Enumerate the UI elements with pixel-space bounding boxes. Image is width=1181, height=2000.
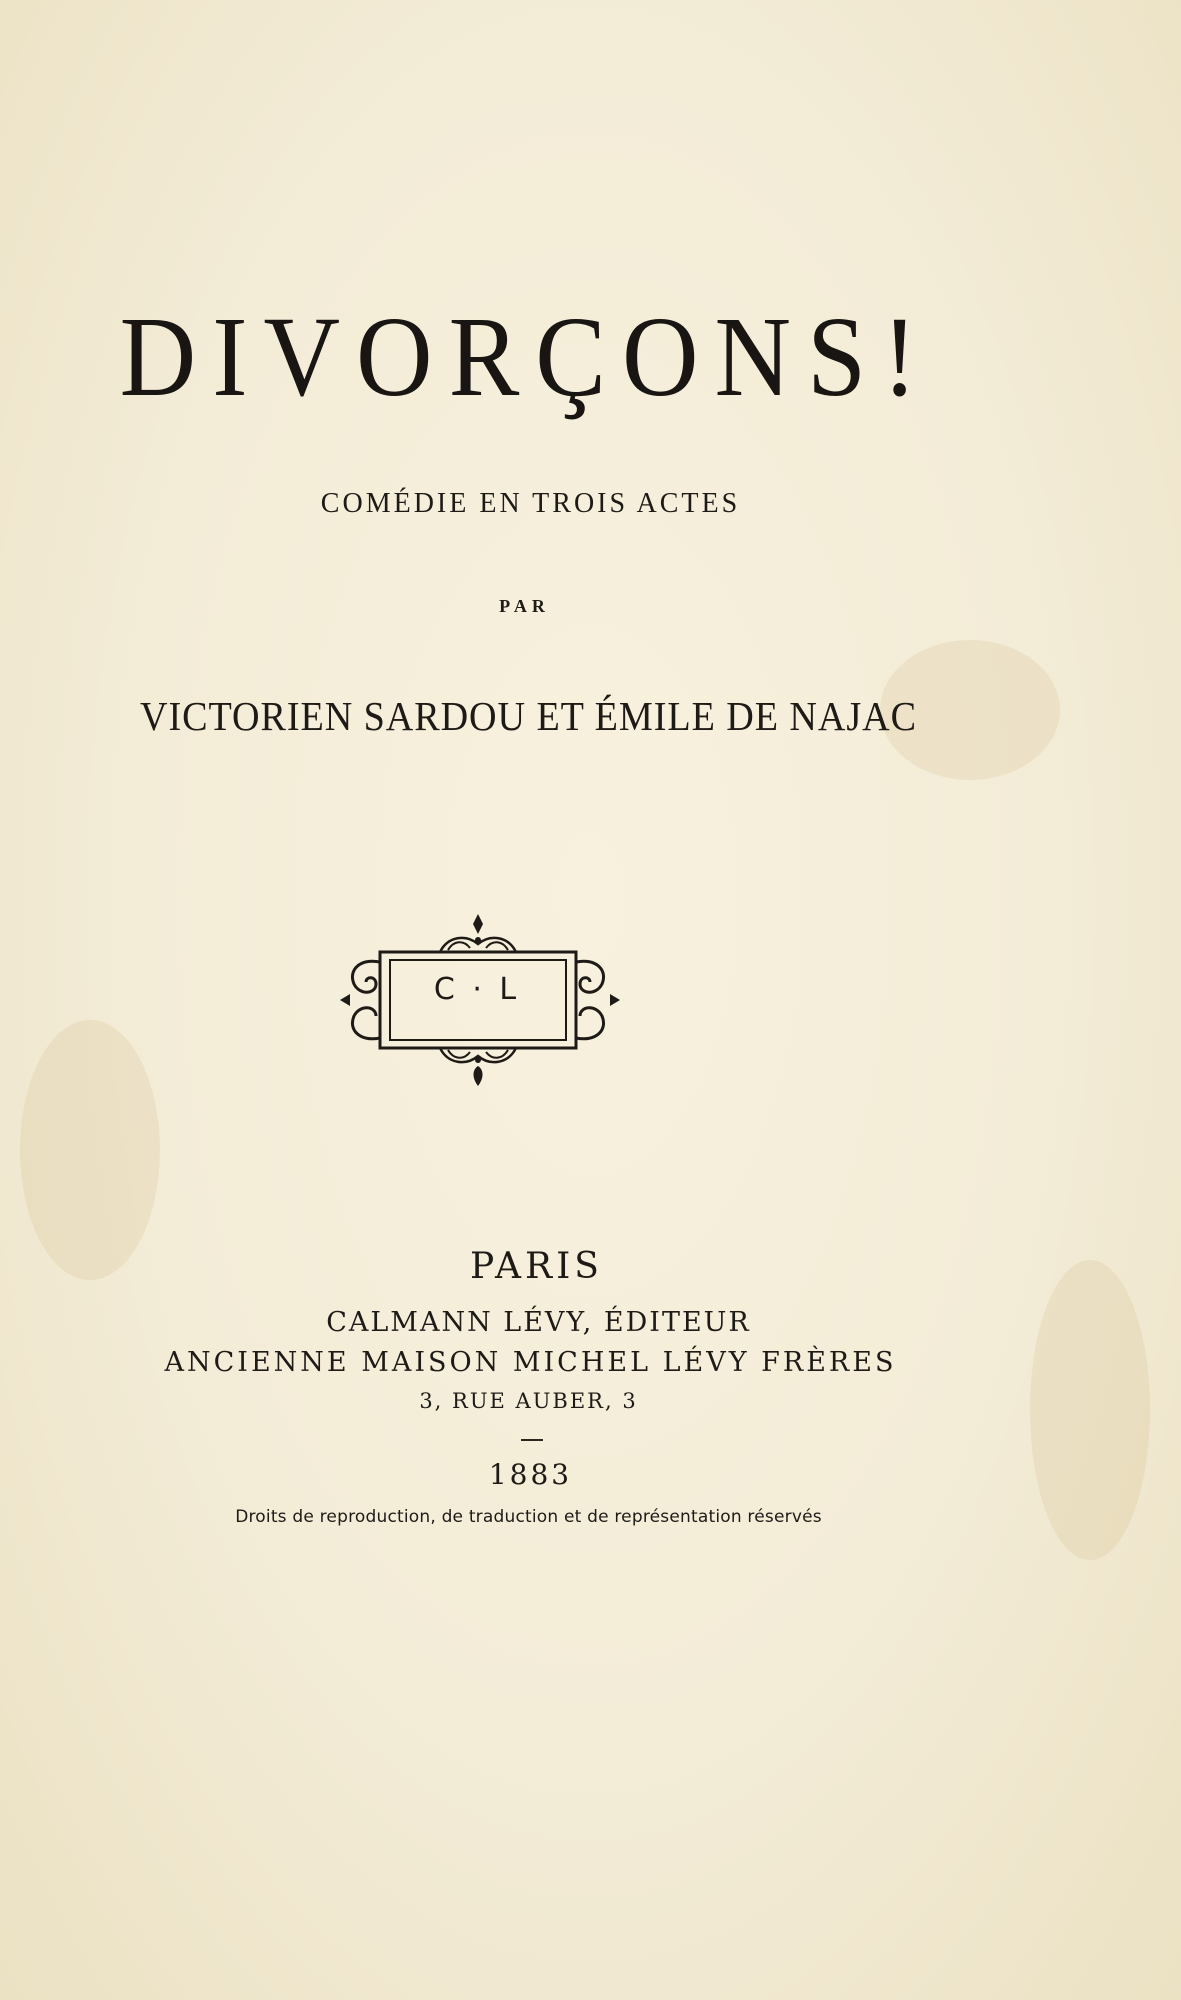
rights-notice: Droits de reproduction, de traduction et de représentation réservés bbox=[235, 1507, 822, 1527]
by-line: PAR bbox=[499, 596, 550, 616]
publisher-name: CALMANN LÉVY, ÉDITEUR bbox=[326, 1307, 751, 1338]
publication-year: 1883 bbox=[488, 1458, 573, 1491]
publication-city: PARIS bbox=[470, 1246, 603, 1287]
book-title: DIVORÇONS! bbox=[119, 293, 934, 420]
publisher-address: 3, RUE AUBER, 3 bbox=[419, 1389, 638, 1413]
publishing-house: ANCIENNE MAISON MICHEL LÉVY FRÈRES bbox=[164, 1347, 897, 1378]
publisher-emblem bbox=[330, 900, 630, 1104]
paper-stain bbox=[20, 1020, 160, 1280]
divider-rule bbox=[521, 1439, 543, 1441]
authors: VICTORIEN SARDOU ET ÉMILE DE NAJAC bbox=[140, 693, 917, 739]
emblem-monogram: C · L bbox=[433, 972, 521, 1007]
book-subtitle: COMÉDIE EN TROIS ACTES bbox=[320, 488, 741, 519]
